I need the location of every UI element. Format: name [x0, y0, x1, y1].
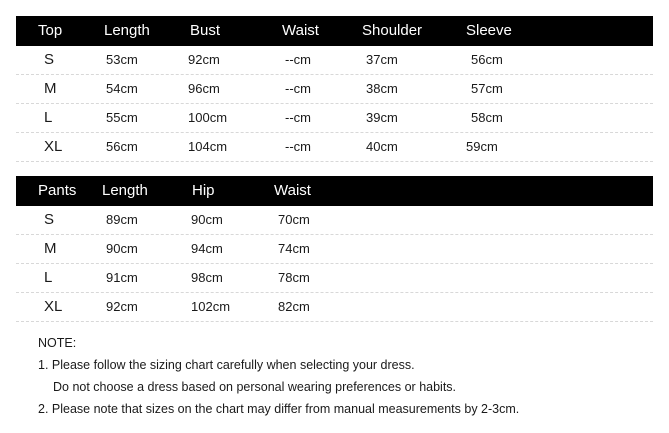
note-line-2: 2. Please note that sizes on the chart may differ from manual measurements by 2-3cm. — [38, 402, 520, 416]
header-cell: Length — [104, 22, 150, 39]
table-cell: 96cm — [188, 81, 220, 96]
size-cell: XL — [44, 138, 63, 155]
pants-size-table — [16, 176, 653, 322]
table-cell: 40cm — [366, 139, 398, 154]
table-cell: 89cm — [106, 212, 138, 227]
table-row — [16, 75, 653, 104]
table-cell: 53cm — [106, 52, 138, 67]
table-row — [16, 46, 653, 75]
table-cell: --cm — [285, 81, 311, 96]
table-cell: 59cm — [466, 139, 498, 154]
header-cell: Shoulder — [362, 22, 423, 39]
size-cell: S — [44, 51, 55, 68]
size-cell: L — [44, 269, 53, 286]
table-row — [16, 264, 653, 293]
header-cell: Hip — [192, 182, 215, 199]
table-cell: 37cm — [366, 52, 398, 67]
table-row — [16, 104, 653, 133]
notes-title: NOTE: — [38, 336, 77, 350]
table-cell: 70cm — [278, 212, 310, 227]
table-cell: 58cm — [471, 110, 503, 125]
size-cell: L — [44, 109, 53, 126]
header-cell: Waist — [282, 22, 319, 39]
table-cell: 55cm — [106, 110, 138, 125]
header-cell: Waist — [274, 182, 311, 199]
table-cell: 100cm — [188, 110, 228, 125]
top-table-header — [16, 16, 653, 46]
table-cell: 54cm — [106, 81, 138, 96]
header-cell: Pants — [38, 182, 77, 199]
table-cell: --cm — [285, 52, 311, 67]
top-size-table — [16, 16, 653, 162]
table-cell: 39cm — [366, 110, 398, 125]
table-cell: 90cm — [106, 241, 138, 256]
table-cell: 94cm — [191, 241, 223, 256]
header-cell: Sleeve — [466, 22, 512, 39]
size-cell: S — [44, 211, 55, 228]
table-row — [16, 206, 653, 235]
table-cell: 98cm — [191, 270, 223, 285]
table-cell: 92cm — [188, 52, 220, 67]
table-cell: --cm — [285, 139, 311, 154]
table-row — [16, 293, 653, 322]
header-cell: Top — [38, 22, 63, 39]
size-cell: M — [44, 80, 57, 97]
table-cell: 57cm — [471, 81, 503, 96]
table-cell: 74cm — [278, 241, 310, 256]
table-cell: 56cm — [471, 52, 503, 67]
table-cell: --cm — [285, 110, 311, 125]
table-row — [16, 235, 653, 264]
table-cell: 91cm — [106, 270, 138, 285]
table-cell: 104cm — [188, 139, 228, 154]
header-cell: Bust — [190, 22, 221, 39]
table-row — [16, 133, 653, 162]
size-cell: M — [44, 240, 57, 257]
header-cell: Length — [102, 182, 148, 199]
table-cell: 90cm — [191, 212, 223, 227]
notes-section — [38, 332, 519, 420]
table-cell: 92cm — [106, 299, 138, 314]
pants-table-header — [16, 176, 653, 206]
table-cell: 38cm — [366, 81, 398, 96]
note-line-1-continued: Do not choose a dress based on personal wearing preferences or habits. — [53, 380, 457, 394]
size-cell: XL — [44, 298, 63, 315]
table-cell: 82cm — [278, 299, 310, 314]
table-cell: 78cm — [278, 270, 310, 285]
note-line-1: 1. Please follow the sizing chart carefully when selecting your dress. — [38, 358, 415, 372]
table-cell: 102cm — [191, 299, 231, 314]
table-cell: 56cm — [106, 139, 138, 154]
